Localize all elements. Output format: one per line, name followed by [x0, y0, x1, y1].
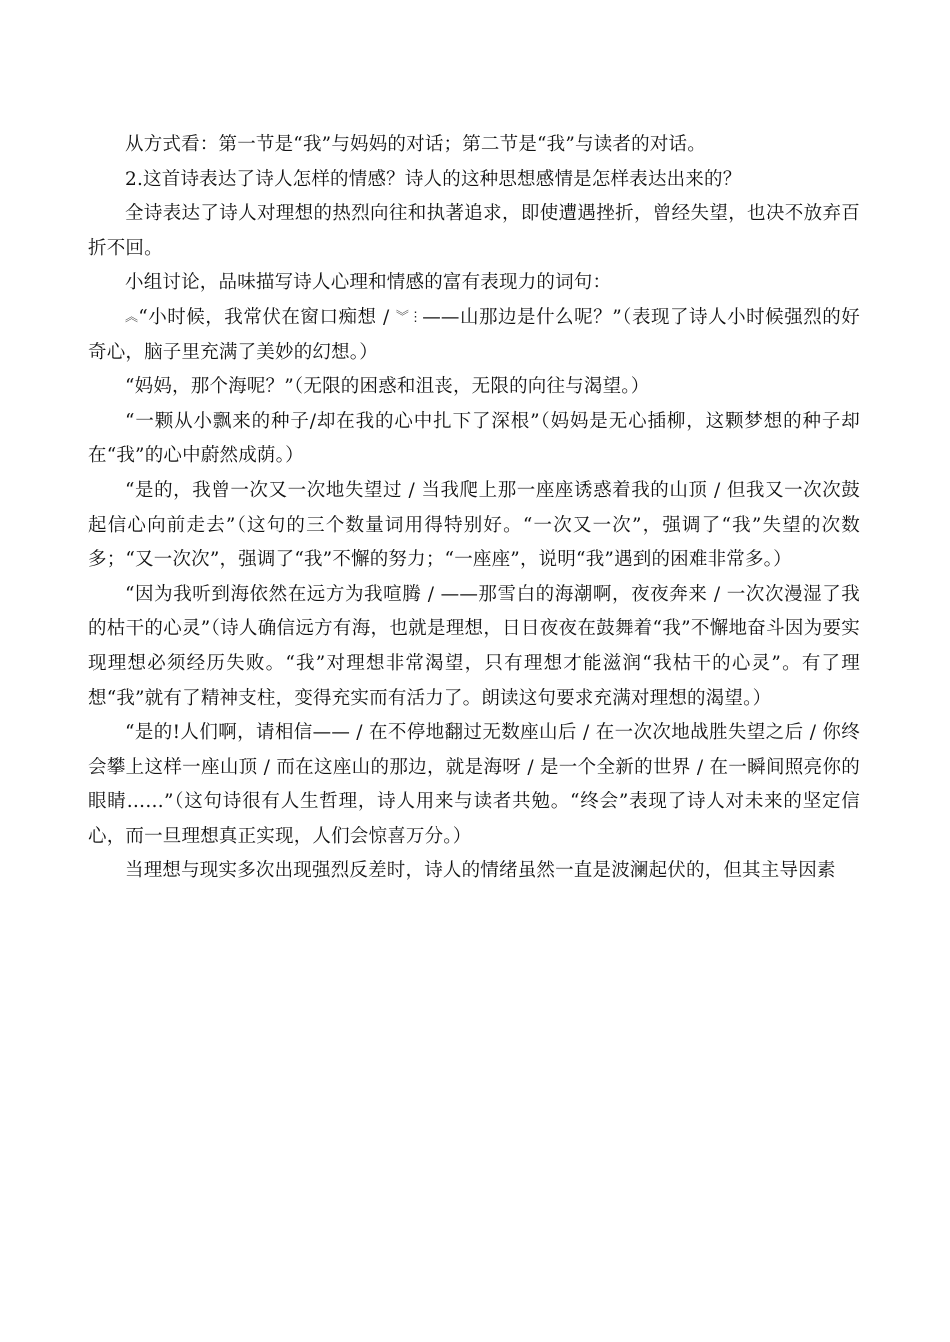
paragraph-quote-believe: “是的!人们啊，请相信—— / 在不停地翻过无数座山后 / 在一次次地战胜失望之后 / 你终会攀上这样一座山顶 / 而在这座山的那边，就是海呀 / 是一个全新的世界 / 在一瞬间照亮你的眼睛……”（这句诗很有人生哲理，诗人用来与读者共勉。“终会”表现了诗人对未来的坚定信心，而一旦理想真正实现，人们会惊喜万分。）	[88, 722, 860, 847]
paragraph-conclusion: 当理想与现实多次出现强烈反差时，诗人的情绪虽然一直是波澜起伏的，但其主导因素	[125, 860, 836, 882]
document-body	[88, 128, 860, 889]
paragraph-group-discussion: 小组讨论，品味描写诗人心理和情感的富有表现力的词句：	[125, 272, 612, 294]
paragraph-quote-disappointment: “是的，我曾一次又一次地失望过 / 当我爬上那一座座诱惑着我的山顶 / 但我又一次次鼓起信心向前走去”（这句的三个数量词用得特别好。“一次又一次”，强调了“我”失望的次数多；“又一次次”，强调了“我”不懈的努力；“一座座”，说明“我”遇到的困难非常多。）	[88, 479, 860, 571]
paragraph-quote-childhood	[88, 301, 860, 370]
paragraph-dialogue-form: 从方式看：第一节是“我”与妈妈的对话；第二节是“我”与读者的对话。	[125, 134, 706, 155]
annotation-mark-close-icon: ︾⋮	[395, 310, 423, 326]
paragraph-quote-sea-roar: “因为我听到海依然在远方为我喧腾 / ——那雪白的海潮啊，夜夜奔来 / 一次次漫湿了我的枯干的心灵”（诗人确信远方有海，也就是理想，日日夜夜在鼓舞着“我”不懈地奋斗因为要实现理想必须经历失败。“我”对理想非常渴望，只有理想才能滋润“我枯干的心灵”。有了理想“我”就有了精神支柱，变得充实而有活力了。朗读这句要求充满对理想的渴望。）	[88, 583, 860, 709]
quote-childhood-part-a: “小时候，我常伏在窗口痴想 /	[138, 306, 396, 328]
annotation-mark-open-icon: ︽	[125, 310, 139, 326]
paragraph-quote-seed: “一颗从小飘来的种子/却在我的心中扎下了深根”（妈妈是无心插柳，这颗梦想的种子却在“我”的心中蔚然成荫。）	[88, 410, 860, 467]
quote-childhood-part-b: ——山那边是什么呢？”（表现了诗人小时候强烈的好奇心，脑子里充满了美妙的幻想。）	[88, 306, 860, 363]
paragraph-theme: 全诗表达了诗人对理想的热烈向往和执著追求，即使遭遇挫折，曾经失望，也决不放弃百折不回。	[88, 203, 860, 259]
paragraph-quote-sea: “妈妈，那个海呢？”（无限的困惑和沮丧，无限的向往与渴望。）	[125, 376, 650, 398]
question-2: 2.这首诗表达了诗人怎样的情感？诗人的这种思想感情是怎样表达出来的？	[125, 168, 742, 190]
